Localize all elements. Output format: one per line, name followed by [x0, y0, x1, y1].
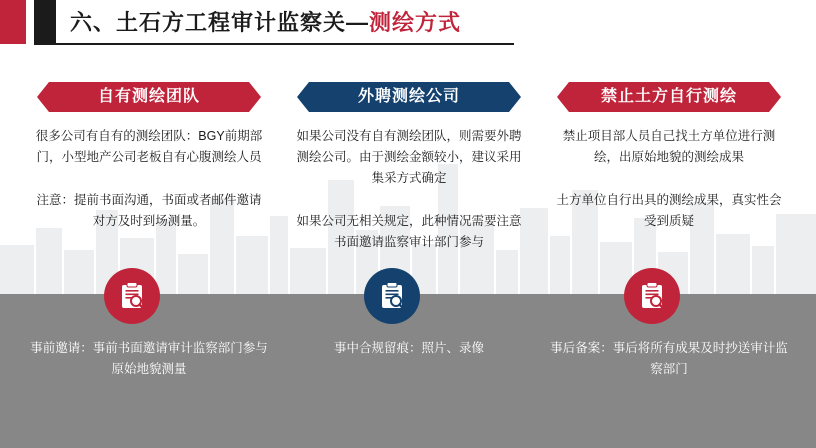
page-title — [70, 6, 461, 37]
clipboard-search-icon — [104, 268, 160, 324]
page-title-accent: 测绘方式 — [369, 10, 462, 35]
content-column-3 — [554, 82, 784, 232]
column-1-banner — [34, 82, 264, 112]
column-2-caption: 事中合规留痕：照片、录像 — [333, 341, 484, 355]
column-1-banner-label: 自有测绘团队 — [97, 88, 200, 105]
column-3-banner — [554, 82, 784, 112]
clipboard-search-icon-glyph — [117, 281, 147, 311]
column-3-paragraph-1: 禁止项目部人员自己找土方单位进行测绘，出原始地貌的测绘成果 — [562, 129, 776, 164]
content-column-1 — [34, 82, 264, 232]
clipboard-search-icon-glyph — [377, 281, 407, 311]
clipboard-search-icon-glyph — [637, 281, 667, 311]
column-2-banner-label: 外聘测绘公司 — [357, 88, 460, 105]
content-column-2 — [294, 82, 524, 253]
column-2-banner — [294, 82, 524, 112]
page-title-main: 六、土石方工程审计监察关— — [70, 10, 370, 35]
clipboard-search-icon — [624, 268, 680, 324]
clipboard-search-icon — [364, 268, 420, 324]
column-3-caption: 事后备案：事后将所有成果及时抄送审计监察部门 — [550, 341, 788, 376]
header-accent-bar-dark — [34, 0, 56, 44]
page-header — [0, 0, 816, 44]
column-1-caption: 事前邀请：事前书面邀请审计监察部门参与原始地貌测量 — [30, 341, 268, 376]
header-underline — [34, 43, 514, 45]
column-2-paragraph-1: 如果公司没有自有测绘团队，则需要外聘测绘公司。由于测绘金额较小，建议采用集采方式确定 — [296, 129, 522, 185]
header-accent-bar-red — [0, 0, 26, 44]
column-3-banner-label: 禁止土方自行测绘 — [600, 88, 737, 105]
column-2-paragraph-2: 如果公司无相关规定，此种情况需要注意书面邀请监察审计部门参与 — [296, 214, 522, 249]
column-3-paragraph-2: 土方单位自行出具的测绘成果，真实性会受到质疑 — [556, 193, 782, 228]
column-1-paragraph-1: 很多公司有自有的测绘团队：BGY前期部门，小型地产公司老板自有心腹测绘人员 — [35, 129, 263, 164]
column-1-paragraph-2: 注意：提前书面沟通，书面或者邮件邀请对方及时到场测量。 — [36, 193, 262, 228]
